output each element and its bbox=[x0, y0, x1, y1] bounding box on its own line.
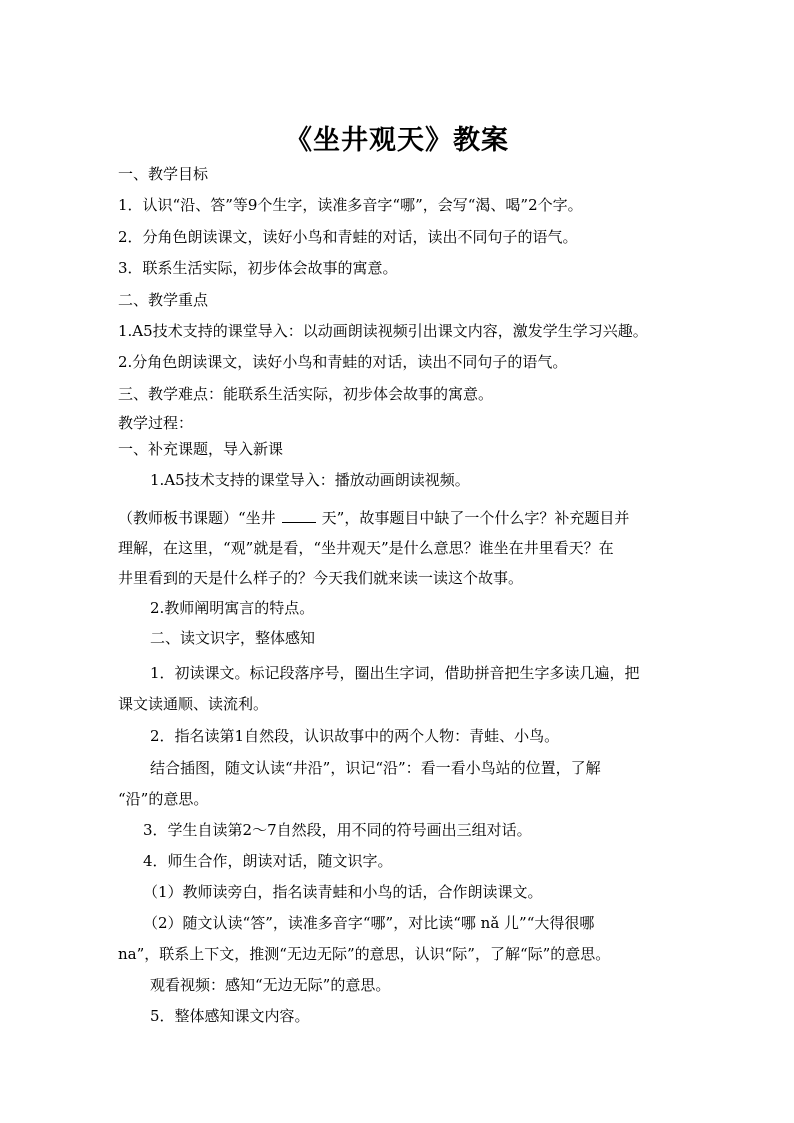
paragraph-line: 教学过程： bbox=[118, 414, 194, 432]
section-heading: 二、教学重点 bbox=[118, 291, 209, 309]
paragraph-line: 3．联系生活实际，初步体会故事的寓意。 bbox=[118, 259, 398, 277]
paragraph-line: 2.教师阐明寓言的特点。 bbox=[150, 599, 315, 617]
document-title: 《坐井观天》教案 bbox=[285, 125, 509, 156]
paragraph-line: （2）随文认读“答”，读准多音字“哪”，对比读“哪 nǎ 儿”“大得很哪 bbox=[143, 914, 595, 932]
paragraph-line: （1）教师读旁白，指名读青蛙和小鸟的话，合作朗读课文。 bbox=[143, 883, 543, 901]
paragraph-line: 1．认识“沿、答”等9个生字，读准多音字“哪”，会写“渴、喝”2个字。 bbox=[118, 196, 583, 214]
paragraph-line: 1.A5技术支持的课堂导入：以动画朗读视频引出课文内容，激发学生学习兴趣。 bbox=[118, 322, 648, 340]
paragraph-line: 1．初读课文。标记段落序号，圈出生字词，借助拼音把生字多读几遍，把 bbox=[150, 664, 640, 682]
paragraph-line: 1.A5技术支持的课堂导入：播放动画朗读视频。 bbox=[150, 471, 470, 489]
paragraph-line: 井里看到的天是什么样子的？今天我们就来读一读这个故事。 bbox=[118, 569, 524, 587]
paragraph-line: 2．指名读第1自然段，认识故事中的两个人物：青蛙、小鸟。 bbox=[150, 727, 560, 745]
section-heading: 一、教学目标 bbox=[118, 165, 209, 183]
section-heading: 二、读文识字，整体感知 bbox=[150, 629, 316, 647]
paragraph-line: 5．整体感知课文内容。 bbox=[150, 1007, 310, 1025]
fill-in-blank bbox=[282, 508, 316, 523]
paragraph-line: na”，联系上下文，推测“无边无际”的意思，认识“际”，了解“际”的意思。 bbox=[118, 945, 611, 963]
paragraph-line: 2．分角色朗读课文，读好小鸟和青蛙的对话，读出不同句子的语气。 bbox=[118, 228, 578, 246]
paragraph-line: 4．师生合作，朗读对话，随文识字。 bbox=[143, 852, 393, 870]
paragraph-line: 结合插图，随文认读“井沿”，识记“沿”：看一看小鸟站的位置，了解 bbox=[150, 759, 601, 777]
paragraph-line: “沿”的意思。 bbox=[118, 790, 209, 808]
paragraph-text: 天”，故事题目中缺了一个什么字？补充题目并 bbox=[321, 509, 630, 527]
section-heading: 三、教学难点：能联系生活实际，初步体会故事的寓意。 bbox=[118, 385, 494, 403]
paragraph-line: 2.分角色朗读课文，读好小鸟和青蛙的对话，读出不同句子的语气。 bbox=[118, 353, 568, 371]
paragraph-line bbox=[118, 508, 678, 528]
paragraph-text: （教师板书课题）“坐井 bbox=[118, 509, 276, 527]
paragraph-line: 3．学生自读第2～7自然段，用不同的符号画出三组对话。 bbox=[143, 821, 532, 839]
paragraph-line: 理解，在这里，“观”就是看，“坐井观天”是什么意思？谁坐在井里看天？在 bbox=[118, 539, 614, 557]
paragraph-line: 课文读通顺、读流利。 bbox=[118, 695, 269, 713]
section-heading: 一、补充课题，导入新课 bbox=[118, 440, 284, 458]
paragraph-line: 观看视频：感知“无边无际”的意思。 bbox=[150, 976, 391, 994]
